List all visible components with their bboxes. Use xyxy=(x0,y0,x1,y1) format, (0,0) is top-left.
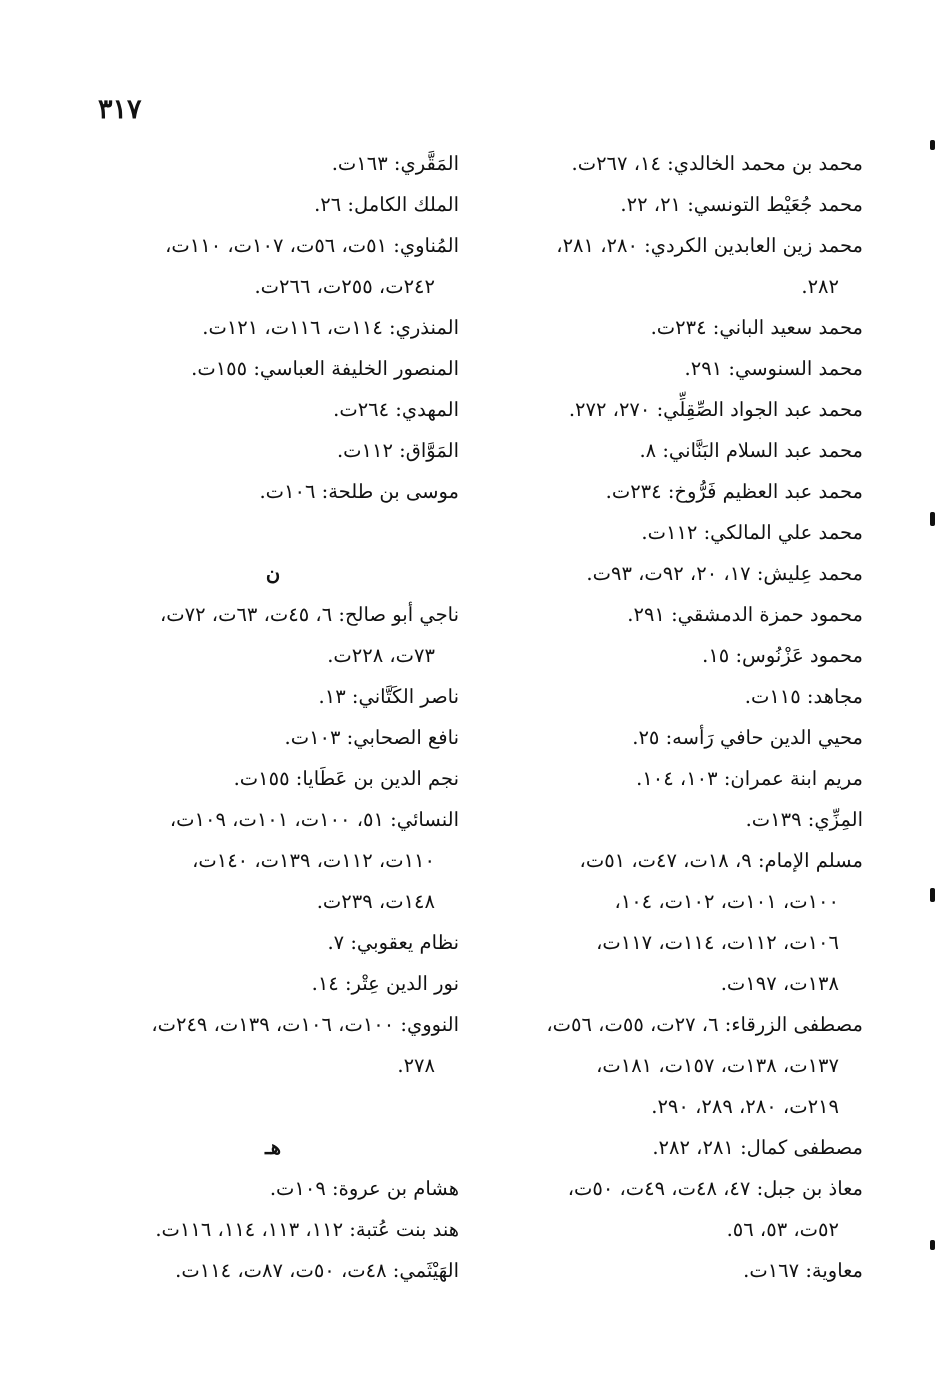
index-entry-continuation: ٥٢ت، ٥٣، ٥٦. xyxy=(726,1218,839,1241)
index-entry: ناجي أبو صالح: ٦، ٤٥ت، ٦٣ت، ٧٢ت، xyxy=(159,603,459,626)
index-entry: هند بنت عُتبة: ١١٢، ١١٣، ١١٤، ١١٦ت. xyxy=(155,1218,459,1241)
index-entry: محمد زين العابدين الكردي: ٢٨٠، ٢٨١، xyxy=(556,234,863,257)
index-entry: نافع الصحابي: ١٠٣ت. xyxy=(284,726,459,749)
index-entry: محمد عبد الجواد الصِّقِلِّي: ٢٧٠، ٢٧٢. xyxy=(568,398,863,421)
spacer xyxy=(87,1086,459,1127)
index-entry: مصطفى كمال: ٢٨١، ٢٨٢. xyxy=(652,1136,863,1159)
index-entry: محمد جُعَيْط التونسي: ٢١، ٢٢. xyxy=(620,193,863,216)
index-entry: النووي: ١٠٠ت، ١٠٦ت، ١٣٩ت، ٢٤٩ت، xyxy=(151,1013,459,1036)
index-entry: محمد علي المالكي: ١١٢ت. xyxy=(641,521,863,544)
index-column-right xyxy=(423,143,863,1291)
index-entry-continuation: ٧٣ت، ٢٢٨ت. xyxy=(327,644,435,667)
index-entry: المُناوي: ٥١ت، ٥٦ت، ١٠٧ت، ١١٠ت، xyxy=(165,234,459,257)
index-entry-continuation: ١٣٨ت، ١٩٧ت. xyxy=(720,972,839,995)
index-column-left xyxy=(87,143,459,1291)
index-entry: موسى بن طلحة: ١٠٦ت. xyxy=(259,480,459,503)
index-entry-continuation: ٢٤٢ت، ٢٥٥ت، ٢٦٦ت. xyxy=(254,275,435,298)
index-entry: نور الدين عِتْر: ١٤. xyxy=(311,972,459,995)
index-entry: محمد عبد السلام البَنَّاني: ٨. xyxy=(639,439,863,462)
index-entry: المِزِّي: ١٣٩ت. xyxy=(745,808,863,831)
index-entry: محمد عبد العظيم فَرُّوخ: ٢٣٤ت. xyxy=(605,480,863,503)
section-letter: ن xyxy=(265,562,281,585)
index-entry: مجاهد: ١١٥ت. xyxy=(744,685,863,708)
index-entry: مريم ابنة عمران: ١٠٣، ١٠٤. xyxy=(636,767,863,790)
index-entry: مصطفى الزرقاء: ٦، ٢٧ت، ٥٥ت، ٥٦ت، xyxy=(546,1013,863,1036)
index-entry-continuation: ٢١٩ت، ٢٨٠، ٢٨٩، ٢٩٠. xyxy=(651,1095,839,1118)
index-entry: نجم الدين بن عَطَايا: ١٥٥ت. xyxy=(233,767,459,790)
section-letter: هـ xyxy=(265,1136,281,1159)
binding-mark xyxy=(930,1240,935,1250)
index-entry: الملك الكامل: ٢٦. xyxy=(314,193,459,216)
index-entry-continuation: ١٠٠ت، ١٠١ت، ١٠٢ت، ١٠٤، xyxy=(614,890,839,913)
index-entry: محمود حمزة الدمشقي: ٢٩١. xyxy=(627,603,863,626)
binding-mark xyxy=(930,512,935,526)
index-entry-continuation: ٢٨٢. xyxy=(801,275,839,298)
index-entry-continuation: ٢٧٨. xyxy=(397,1054,435,1077)
index-entry: محيي الدين حافي رَأسه: ٢٥. xyxy=(632,726,863,749)
index-entry: محمد بن محمد الخالدي: ١٤، ٢٦٧ت. xyxy=(571,152,863,175)
index-entry: المهدي: ٢٦٤ت. xyxy=(333,398,459,421)
binding-mark xyxy=(930,888,935,902)
index-entry: محمود عَزْنُوس: ١٥. xyxy=(702,644,863,667)
index-entry: هشام بن عروة: ١٠٩ت. xyxy=(269,1177,459,1200)
binding-mark xyxy=(930,140,935,150)
index-entry: محمد السنوسي: ٢٩١. xyxy=(684,357,863,380)
index-entry-continuation: ١٤٨ت، ٢٣٩ت. xyxy=(316,890,435,913)
index-entry: المَقَّري: ١٦٣ت. xyxy=(331,152,459,175)
index-entry: المنذري: ١١٤ت، ١١٦ت، ١٢١ت. xyxy=(202,316,459,339)
index-entry: ناصر الكَتَّاني: ١٣. xyxy=(318,685,459,708)
index-entry-continuation: ١١٠ت، ١١٢ت، ١٣٩ت، ١٤٠ت، xyxy=(192,849,435,872)
index-entry: محمد سعيد الباني: ٢٣٤ت. xyxy=(650,316,863,339)
index-entry: الهَيْثَمي: ٤٨ت، ٥٠ت، ٨٧ت، ١١٤ت. xyxy=(175,1259,459,1282)
index-entry: نظام يعقوبي: ٧. xyxy=(327,931,459,954)
index-entry-continuation: ١٣٧ت، ١٣٨ت، ١٥٧ت، ١٨١ت، xyxy=(596,1054,839,1077)
index-entry: النسائي: ٥١، ١٠٠ت، ١٠١ت، ١٠٩ت، xyxy=(169,808,459,831)
spacer xyxy=(87,512,459,553)
index-entry-continuation: ١٠٦ت، ١١٢ت، ١١٤ت، ١١٧ت، xyxy=(596,931,839,954)
page-number: ٣١٧ xyxy=(98,94,142,125)
index-entry: معاوية: ١٦٧ت. xyxy=(743,1259,863,1282)
index-entry: المَوَّاق: ١١٢ت. xyxy=(336,439,459,462)
index-entry: محمد عِليش: ١٧، ٢٠، ٩٢ت، ٩٣ت. xyxy=(586,562,863,585)
index-entry: المنصور الخليفة العباسي: ١٥٥ت. xyxy=(191,357,459,380)
index-entry: معاذ بن جبل: ٤٧، ٤٨ت، ٤٩ت، ٥٠ت، xyxy=(567,1177,863,1200)
index-entry: مسلم الإمام: ٩، ١٨ت، ٤٧ت، ٥١ت، xyxy=(579,849,863,872)
